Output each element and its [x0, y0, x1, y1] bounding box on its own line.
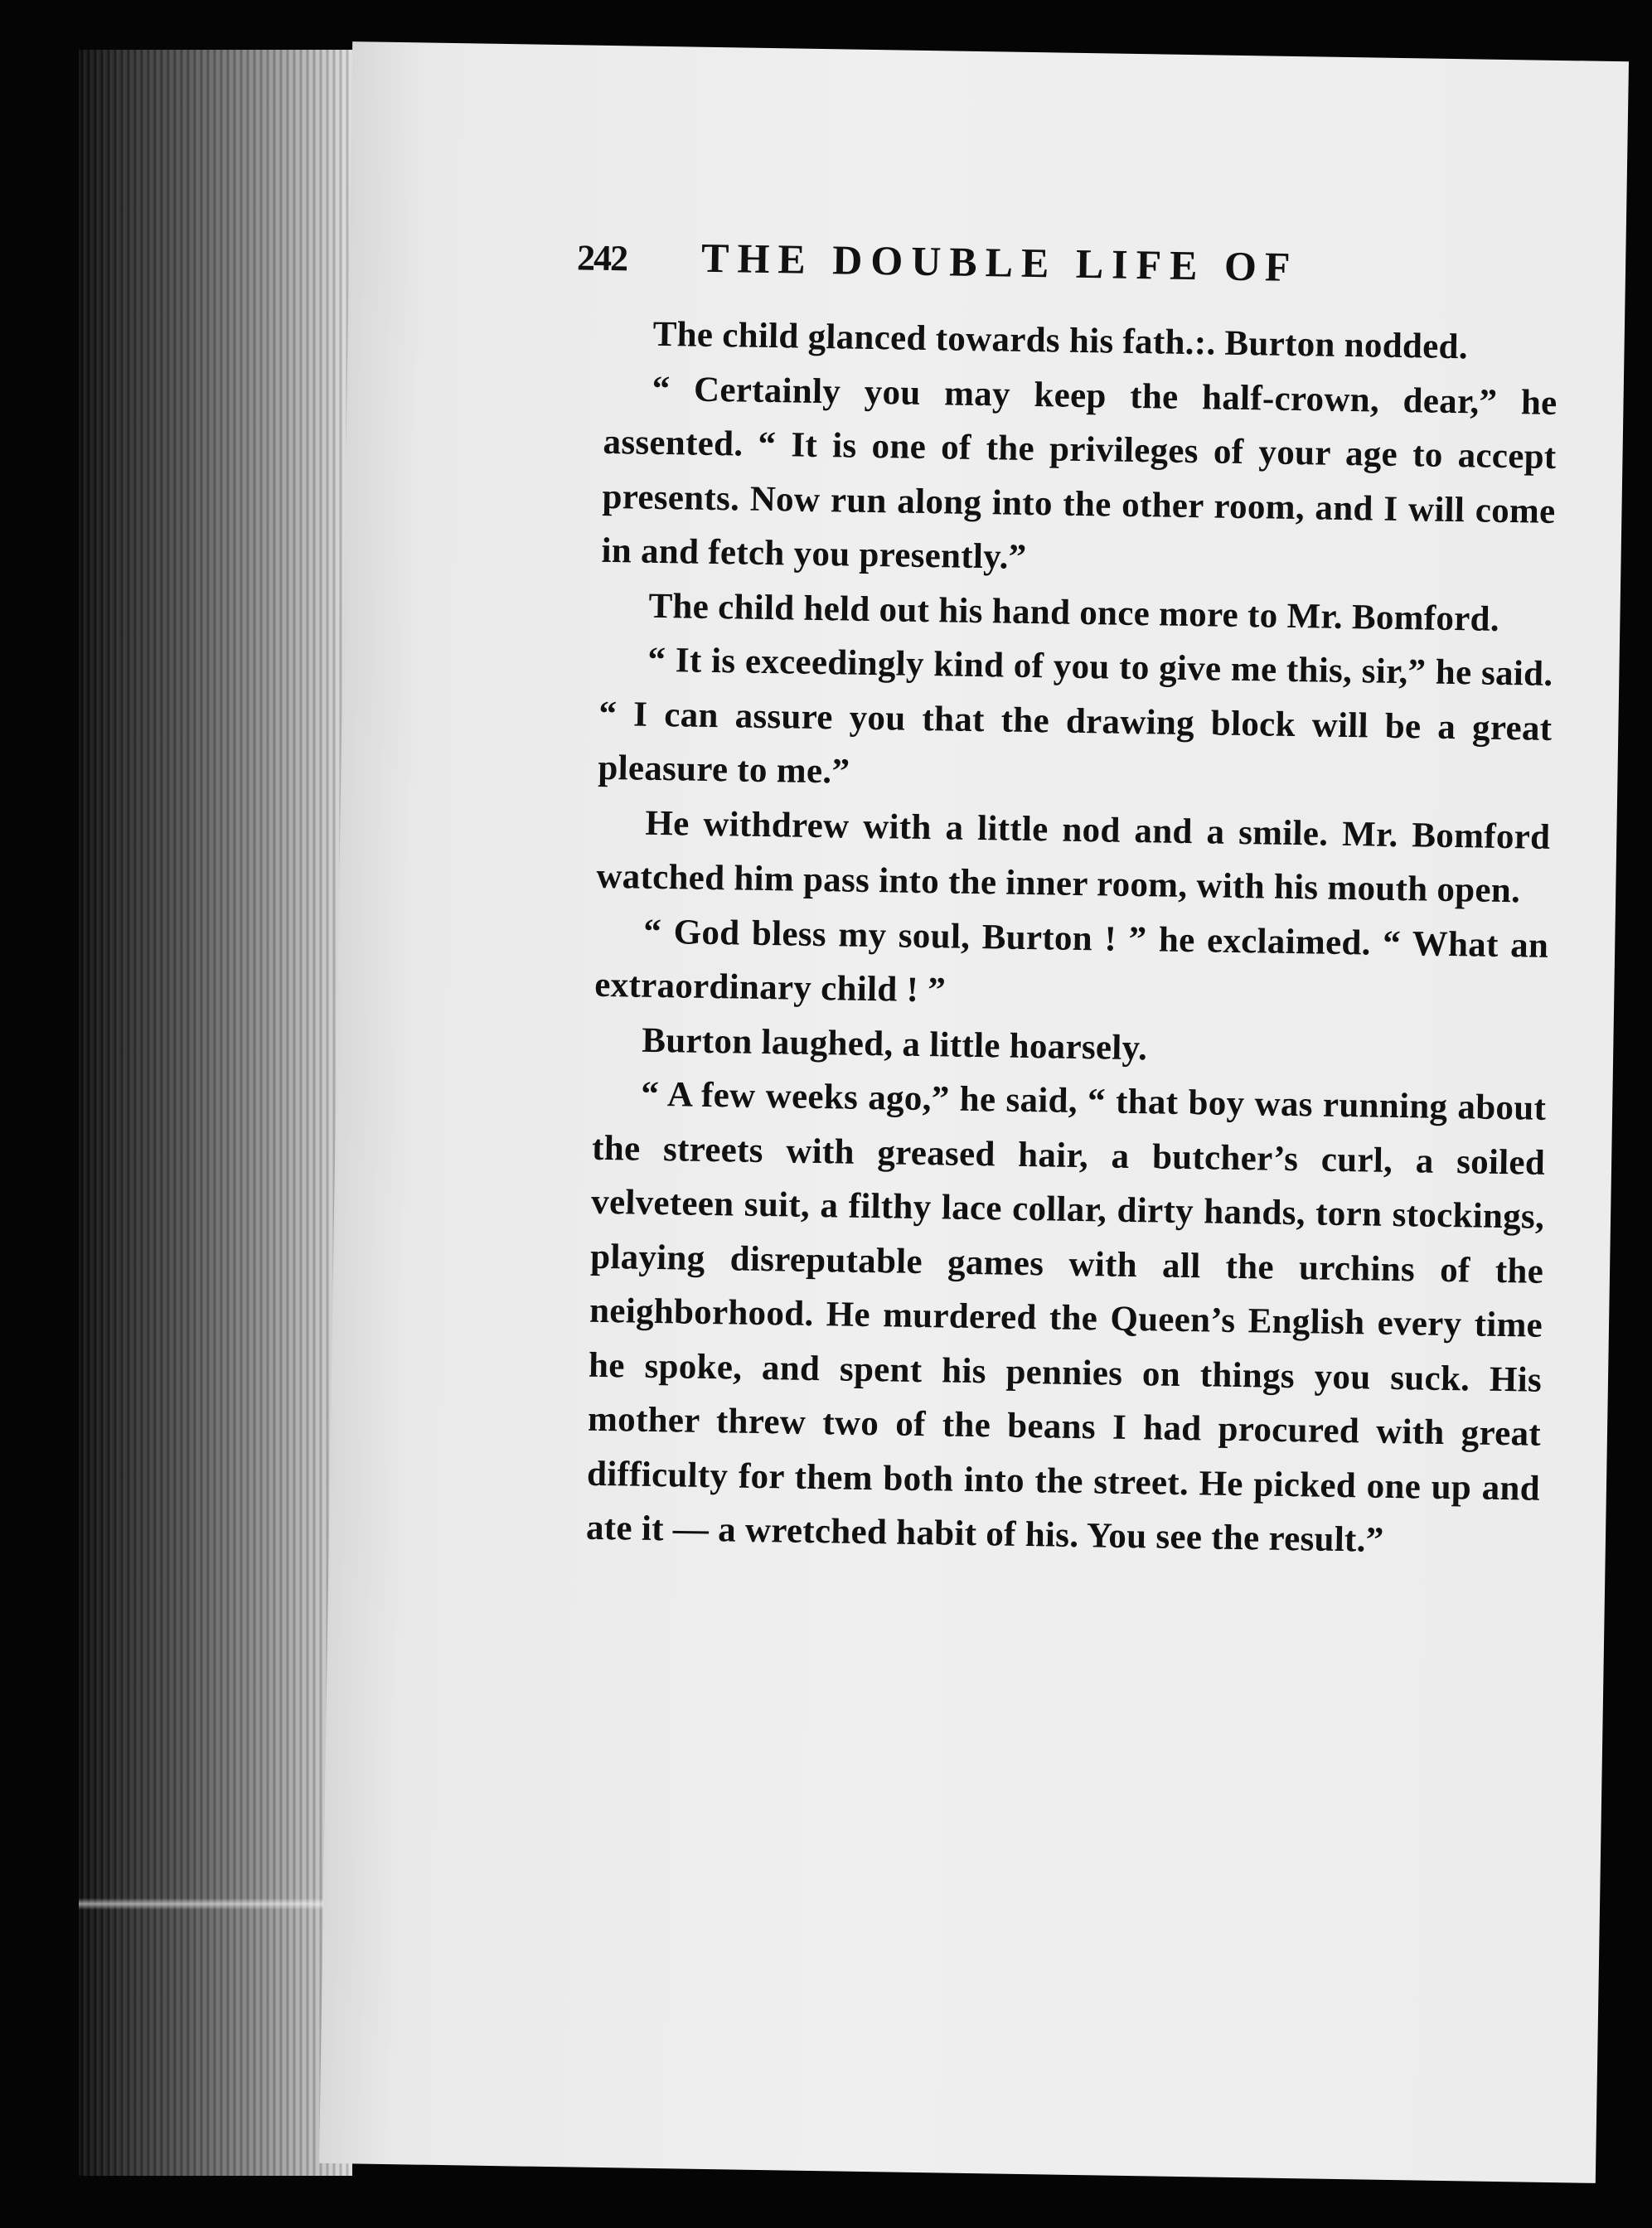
paragraph: “ A few weeks ago,” he said, “ that boy was running about the streets with greased hair, a butcher’s curl, a soiled velveteen suit, a filthy lace collar, dirty hands, torn stockings, playing disreputable games with all the urchins of the neighborhood. He murdered the Queen’s English every time he spoke, and spent his pennies on things you suck. His mother threw two of the beans I had procured with great difficulty for them both into the street. He picked one up and ate it — a wretched habit of his. You see the result.”	[585, 1074, 1547, 1560]
paragraph: “ It is exceedingly kind of you to give me this, sir,” he said. “ I can assure you that the drawing block will be a great pleasure to me.”	[598, 640, 1553, 792]
page-number: 242	[576, 237, 627, 279]
paragraph: “ Certainly you may keep the half-crown, dear,” he assented. “ It is one of the privileges of your age to accept presents. Now run along into the other room, and I will come in and fetch you presently.”	[601, 369, 1558, 577]
paragraph: The child glanced towards his fath.:. Burton nodded.	[652, 314, 1469, 367]
paragraph: “ God bless my soul, Burton ! ” he exclaimed. “ What an extraordinary child ! ”	[593, 912, 1549, 1010]
paragraph: Burton laughed, a little hoarsely.	[641, 1020, 1148, 1068]
book-page-edges	[79, 50, 352, 2176]
paragraph: The child held out his hand once more to Mr. Bomford.	[648, 586, 1500, 639]
book-page	[319, 41, 1629, 2183]
paragraph: He withdrew with a little nod and a smile. Mr. Bomford watched him pass into the inner room, with his mouth open.	[596, 803, 1551, 911]
running-title: THE DOUBLE LIFE OF	[700, 234, 1299, 291]
text-block	[576, 232, 1560, 1570]
